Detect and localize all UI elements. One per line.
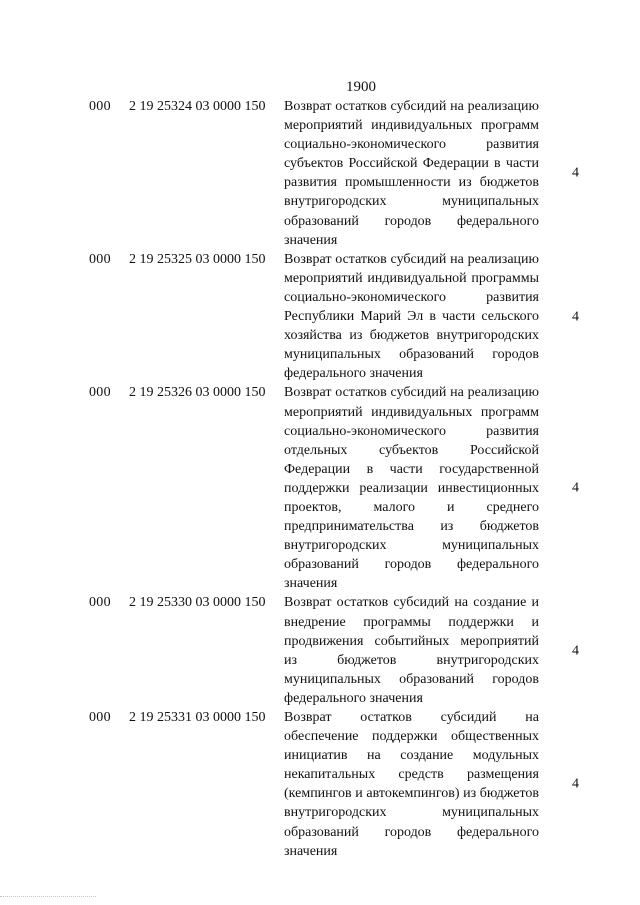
budget-classification-code: 2 19 25330 03 0000 150 [129,595,266,611]
income-description: Возврат остатков субсидий на реализацию мероприятий индивидуальных программ социально-экономического развития отдельных субъектов Российской Федерации в части государственной поддержки реализации инвестиционных проектов, малого и среднего предпринимательства из бюджетов внутригородских муниципальных образований городов федерального значения [284,385,539,592]
budget-level: 4 [572,309,579,325]
table-row [0,593,640,708]
admin-code: 000 [89,99,111,114]
budget-classification-code: 2 19 25331 03 0000 150 [129,710,266,725]
budget-classification-code: 2 19 25325 03 0000 150 [129,251,266,267]
budget-level: 4 [572,165,579,181]
scan-edge-mark [0,896,96,905]
admin-code: 000 [89,710,111,725]
table-row [0,383,640,593]
table-row [0,250,640,384]
table-row [0,708,640,861]
budget-code-table [0,97,640,861]
admin-code: 000 [89,251,111,267]
admin-code: 000 [89,385,111,401]
page-number: 1900 [346,79,376,95]
table-row [0,97,640,250]
income-description: Возврат остатков субсидий на обеспечение поддержки общественных инициатив на создание модульных некапитальных средств размещения (кемпингов и автокемпингов) из бюджетов внутригородских муниципальных образований городов федерального значения [284,710,539,859]
budget-level: 4 [572,480,579,496]
budget-level: 4 [572,643,579,659]
admin-code: 000 [89,595,111,611]
income-description: Возврат остатков субсидий на создание и внедрение программы поддержки и продвижения событийных мероприятий из бюджетов внутригородских муниципальных образований городов федерального значения [284,595,539,706]
income-description: Возврат остатков субсидий на реализацию мероприятий индивидуальных программ социально-экономического развития субъектов Российской Федерации в части развития промышленности из бюджетов внутригородских муниципальных образований городов федерального значения [284,99,539,248]
budget-classification-code: 2 19 25326 03 0000 150 [129,385,266,401]
budget-level: 4 [572,776,579,792]
budget-classification-code: 2 19 25324 03 0000 150 [129,99,266,114]
income-description: Возврат остатков субсидий на реализацию мероприятий индивидуальной программы социально-экономического развития Республики Марий Эл в части сельского хозяйства из бюджетов внутригородских муниципальных образований городов федерального значения [284,251,539,382]
